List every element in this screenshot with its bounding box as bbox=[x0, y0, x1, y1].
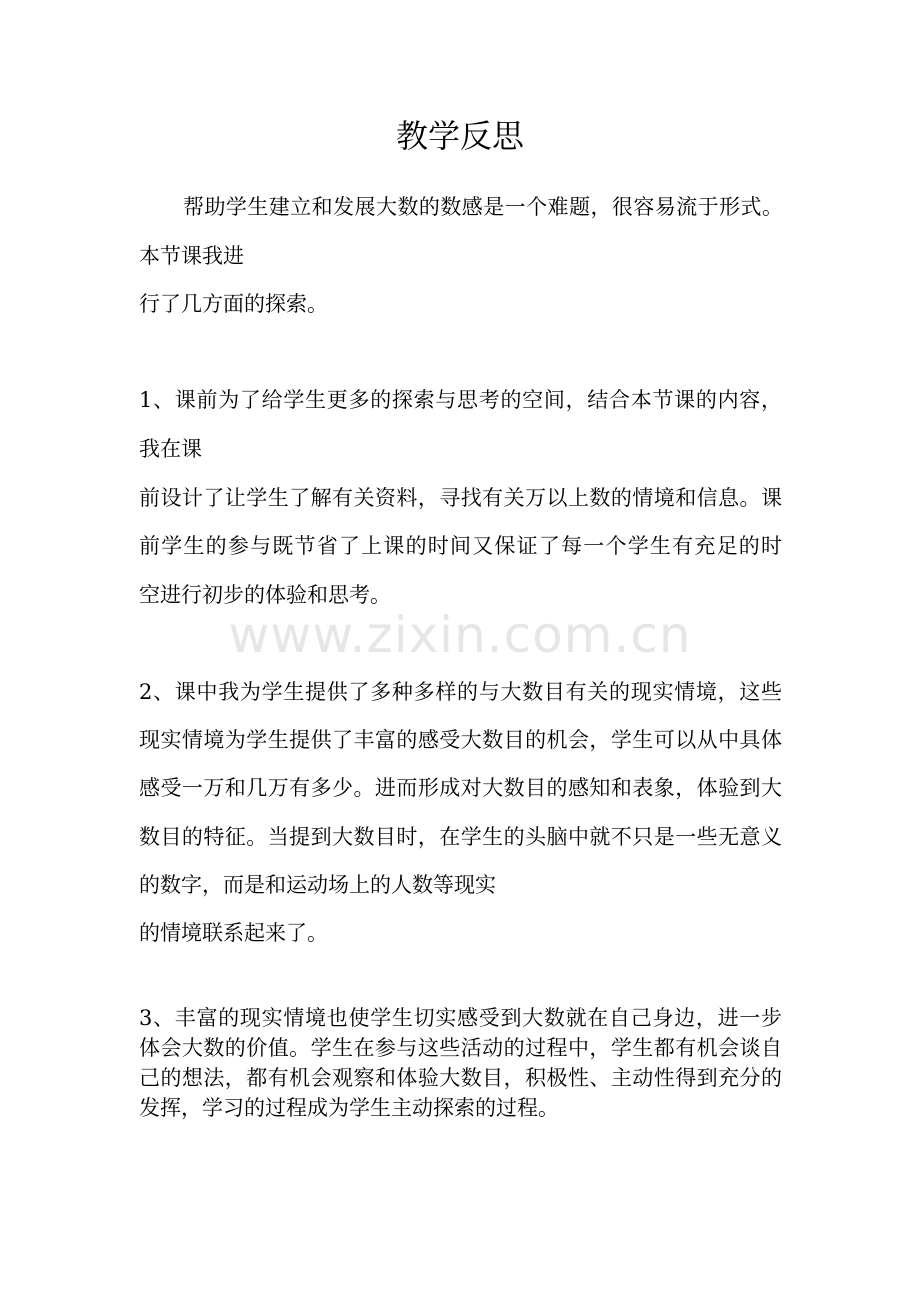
paragraph-1-line-2: 本节课我进 bbox=[139, 244, 244, 268]
paragraph-2-line-3: 前设计了让学生了解有关资料，寻找有关万以上数的情境和信息。课 bbox=[139, 486, 782, 510]
paragraph-4-line-1: 3、丰富的现实情境也使学生切实感受到大数就在自己身边，进一步 bbox=[139, 1006, 782, 1030]
paragraph-3-line-2: 现实情境为学生提供了丰富的感受大数目的机会，学生可以从中具体 bbox=[139, 728, 782, 752]
paragraph-3-line-5: 的数字，而是和运动场上的人数等现实 bbox=[139, 873, 496, 897]
paragraph-3-line-4: 数目的特征。当提到大数目时，在学生的头脑中就不只是一些无意义 bbox=[139, 825, 782, 849]
paragraph-1-line-1: 帮助学生建立和发展大数的数感是一个难题，很容易流于形式。 bbox=[183, 195, 783, 219]
paragraph-2-line-2: 我在课 bbox=[139, 437, 202, 461]
page-title: 教学反思 bbox=[395, 117, 524, 155]
paragraph-4-line-3: 己的想法，都有机会观察和体验大数目，积极性、主动性得到充分的 bbox=[139, 1066, 782, 1090]
paragraph-1-line-3: 行了几方面的探索。 bbox=[139, 292, 328, 316]
watermark: www.zixin.com.cn bbox=[228, 606, 692, 664]
paragraph-2-line-5: 空进行初步的体验和思考。 bbox=[139, 583, 391, 607]
paragraph-4-line-4: 发挥，学习的过程成为学生主动探索的过程。 bbox=[139, 1096, 559, 1120]
paragraph-3-line-6: 的情境联系起来了。 bbox=[139, 921, 328, 945]
paragraph-4-line-2: 体会大数的价值。学生在参与这些活动的过程中，学生都有机会谈自 bbox=[139, 1036, 782, 1060]
paragraph-2-line-4: 前学生的参与既节省了上课的时间又保证了每一个学生有充足的时 bbox=[139, 534, 782, 558]
paragraph-3-line-1: 2、课中我为学生提供了多种多样的与大数目有关的现实情境，这些 bbox=[139, 680, 782, 704]
paragraph-2-line-1: 1、课前为了给学生更多的探索与思考的空间，结合本节课的内容， bbox=[139, 388, 782, 412]
paragraph-3-line-3: 感受一万和几万有多少。进而形成对大数目的感知和表象，体验到大 bbox=[139, 776, 782, 800]
